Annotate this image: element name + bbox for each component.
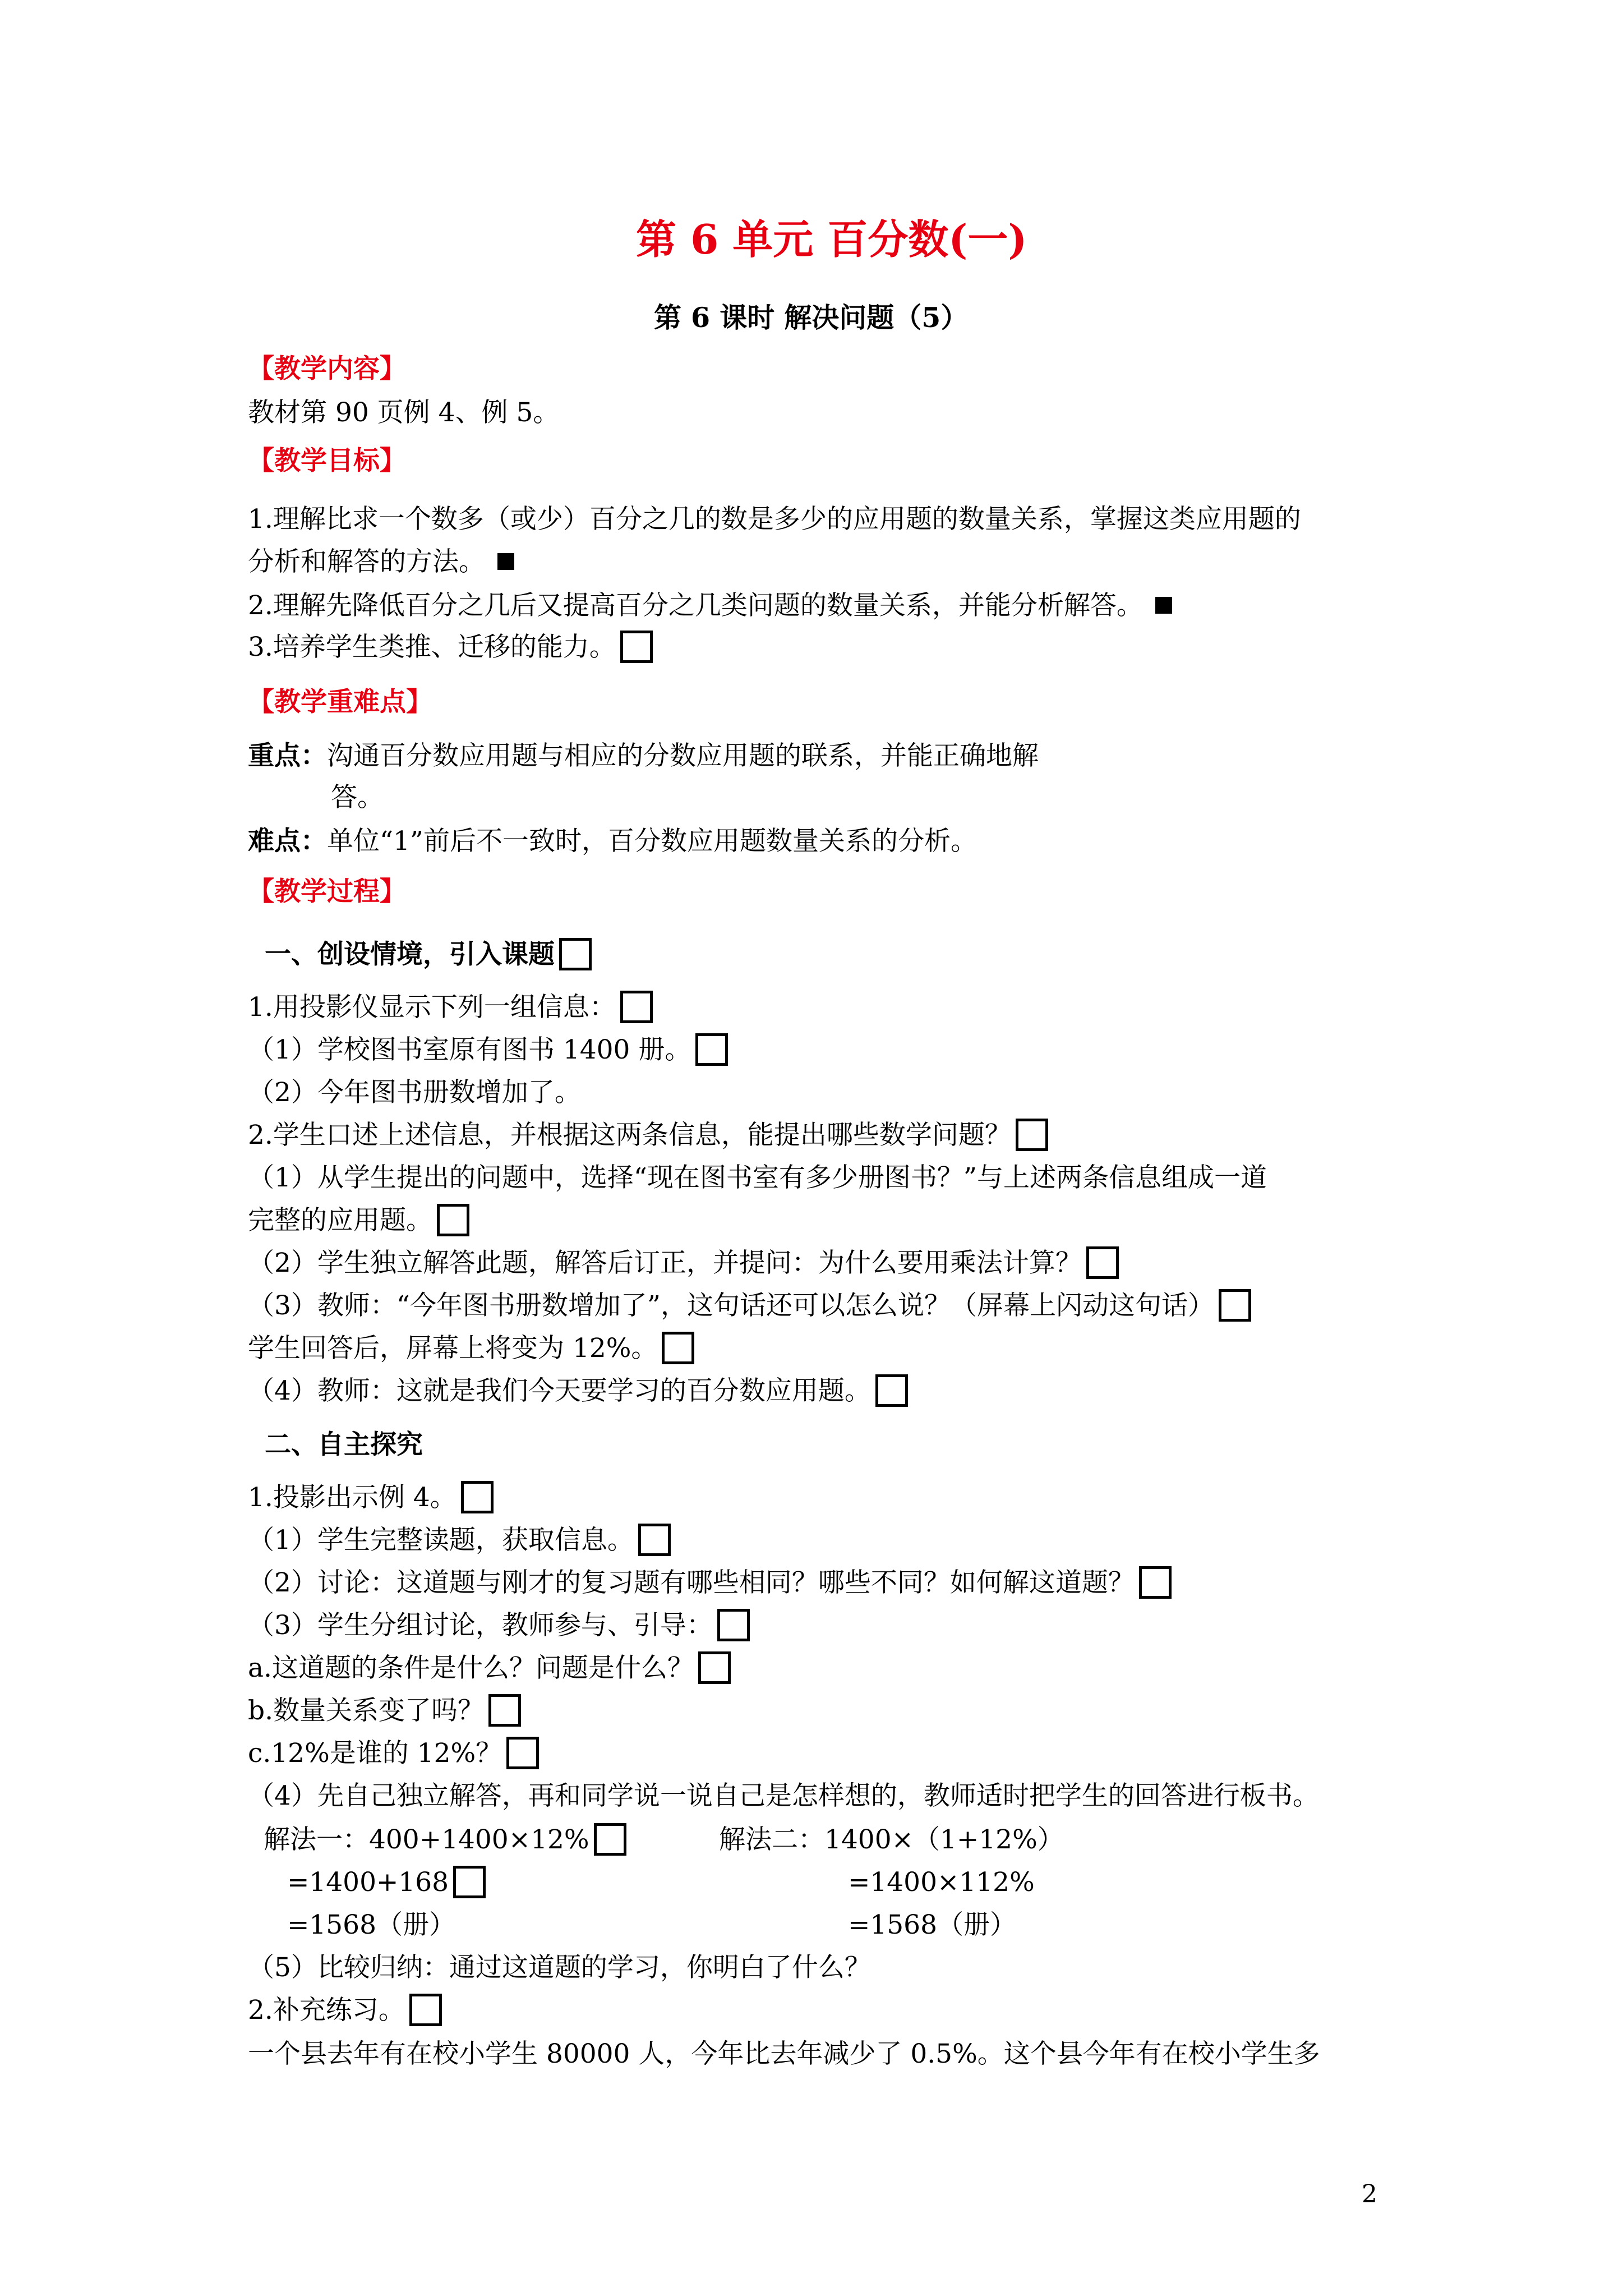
- empty-checkbox: [1016, 1119, 1048, 1151]
- part1-line-8: [248, 1289, 1251, 1324]
- key-label: 重点：: [248, 740, 327, 771]
- key-text: 沟通百分数应用题与相应的分数应用题的联系，并能正确地解: [327, 740, 1039, 771]
- line-text: 解法一：400+1400×12%: [264, 1824, 589, 1855]
- empty-checkbox: [594, 1823, 626, 1856]
- goal-1-line-b: [248, 545, 514, 579]
- empty-checkbox: [488, 1694, 521, 1727]
- line-text: =1400+168: [287, 1867, 449, 1898]
- solution-2-line-b: =1400×112%: [848, 1867, 1035, 1898]
- part1-line-7: [248, 1246, 1119, 1281]
- content-text: 教材第 90 页例 4、例 5。: [248, 397, 560, 428]
- empty-checkbox: [638, 1524, 671, 1556]
- line-text: 学生回答后，屏幕上将变为 12%。: [248, 1333, 658, 1364]
- line-text: （3）学生分组讨论，教师参与、引导：: [248, 1610, 713, 1641]
- part1-line-1: [248, 991, 653, 1025]
- part1-line-5: （1）从学生提出的问题中，选择“现在图书室有多少册图书？”与上述两条信息组成一道: [248, 1162, 1267, 1193]
- empty-checkbox: [875, 1374, 908, 1407]
- line-text: （4）教师：这就是我们今天要学习的百分数应用题。: [248, 1375, 871, 1406]
- empty-checkbox: [559, 938, 592, 970]
- line-text: 完整的应用题。: [248, 1205, 432, 1236]
- empty-checkbox: [409, 1994, 442, 2026]
- part2-line-8: （4）先自己独立解答，再和同学说一说自己是怎样想的，教师适时把学生的回答进行板书。: [248, 1780, 1319, 1811]
- key-point-cont: 答。: [331, 782, 384, 813]
- line-text: c.12%是谁的 12%？: [248, 1738, 502, 1769]
- content-header: 【教学内容】: [248, 353, 406, 384]
- part2-line-7: [248, 1737, 539, 1772]
- empty-checkbox: [695, 1033, 728, 1066]
- part2-line-5: [248, 1651, 731, 1686]
- page-title: 第 6 单元 百分数(一): [636, 215, 1027, 263]
- part2-line-2: [248, 1524, 671, 1558]
- part2-line-9: （5）比较归纳：通过这道题的学习，你明白了什么？: [248, 1952, 871, 1983]
- line-text: a.这道题的条件是什么？问题是什么？: [248, 1653, 694, 1683]
- solution-1-line-c: =1568（册）: [287, 1910, 455, 1940]
- empty-checkbox: [662, 1332, 694, 1364]
- part1-line-3: （2）今年图书册数增加了。: [248, 1077, 581, 1108]
- part1-line-2: [248, 1033, 728, 1068]
- keypoints-header: 【教学重难点】: [248, 687, 432, 717]
- difficult-point: [248, 825, 977, 858]
- part2-heading: 二、自主探究: [265, 1429, 423, 1460]
- goal-3: [248, 631, 653, 665]
- part2-line-6: [248, 1694, 521, 1729]
- part2-line-11: 一个县去年有在校小学生 80000 人，今年比去年减少了 0.5%。这个县今年有在校小学生多: [248, 2039, 1320, 2069]
- key-point: [248, 739, 1039, 773]
- empty-checkbox: [506, 1737, 539, 1769]
- part1-heading-text: 一、创设情境，引入课题: [265, 939, 555, 970]
- empty-checkbox: [620, 631, 653, 663]
- part1-line-6: [248, 1204, 469, 1239]
- solution-2-line-a: 解法二：1400×（1+12%）: [719, 1824, 1064, 1855]
- goal-1-line-a: 1.理解比求一个数多（或少）百分之几的数是多少的应用题的数量关系，掌握这类应用题的: [248, 504, 1301, 535]
- empty-checkbox: [1086, 1246, 1119, 1279]
- empty-checkbox: [1139, 1566, 1172, 1599]
- empty-checkbox: [437, 1204, 469, 1236]
- goals-header: 【教学目标】: [248, 445, 406, 476]
- process-header: 【教学过程】: [248, 876, 406, 907]
- filled-square-mark: [497, 553, 514, 570]
- filled-square-mark: [1155, 597, 1172, 614]
- line-text: （2）讨论：这道题与刚才的复习题有哪些相同？哪些不同？如何解这道题？: [248, 1567, 1135, 1598]
- goal-2: [248, 589, 1172, 623]
- line-text: （3）教师：“今年图书册数增加了”，这句话还可以怎么说？（屏幕上闪动这句话）: [248, 1290, 1214, 1321]
- line-text: （2）学生独立解答此题，解答后订正，并提问：为什么要用乘法计算？: [248, 1248, 1082, 1278]
- line-text: 1.用投影仪显示下列一组信息：: [248, 992, 616, 1023]
- part1-line-9: [248, 1332, 694, 1366]
- part1-line-10: [248, 1374, 908, 1409]
- part1-line-4: [248, 1119, 1048, 1153]
- line-text: （1）学校图书室原有图书 1400 册。: [248, 1034, 691, 1065]
- empty-checkbox: [461, 1481, 494, 1513]
- part2-line-10: [248, 1994, 442, 2028]
- goal-2-text: 2.理解先降低百分之几后又提高百分之几类问题的数量关系，并能分析解答。: [248, 590, 1143, 621]
- lesson-subtitle: 第 6 课时 解决问题（5）: [654, 301, 969, 334]
- part2-line-4: [248, 1609, 750, 1644]
- difficult-label: 难点：: [248, 826, 327, 857]
- line-text: （1）学生完整读题，获取信息。: [248, 1525, 634, 1556]
- line-text: b.数量关系变了吗？: [248, 1695, 485, 1726]
- empty-checkbox: [620, 991, 653, 1023]
- line-text: 2.学生口述上述信息，并根据这两条信息，能提出哪些数学问题？: [248, 1120, 1011, 1151]
- page-number: 2: [1362, 2180, 1377, 2208]
- empty-checkbox: [717, 1609, 750, 1641]
- solution-2-line-c: =1568（册）: [848, 1910, 1016, 1940]
- empty-checkbox: [453, 1866, 486, 1898]
- line-text: 1.投影出示例 4。: [248, 1482, 457, 1513]
- empty-checkbox: [698, 1651, 731, 1684]
- part1-heading: [265, 938, 592, 973]
- solution-1-line-a: [264, 1823, 626, 1858]
- goal-1-text: 分析和解答的方法。: [248, 546, 485, 577]
- empty-checkbox: [1219, 1289, 1251, 1322]
- part2-line-1: [248, 1481, 494, 1516]
- difficult-text: 单位“1”前后不一致时，百分数应用题数量关系的分析。: [327, 826, 977, 857]
- goal-3-text: 3.培养学生类推、迁移的能力。: [248, 632, 616, 662]
- line-text: 2.补充练习。: [248, 1995, 405, 2026]
- solution-1-line-b: [287, 1866, 486, 1901]
- part2-line-3: [248, 1566, 1172, 1601]
